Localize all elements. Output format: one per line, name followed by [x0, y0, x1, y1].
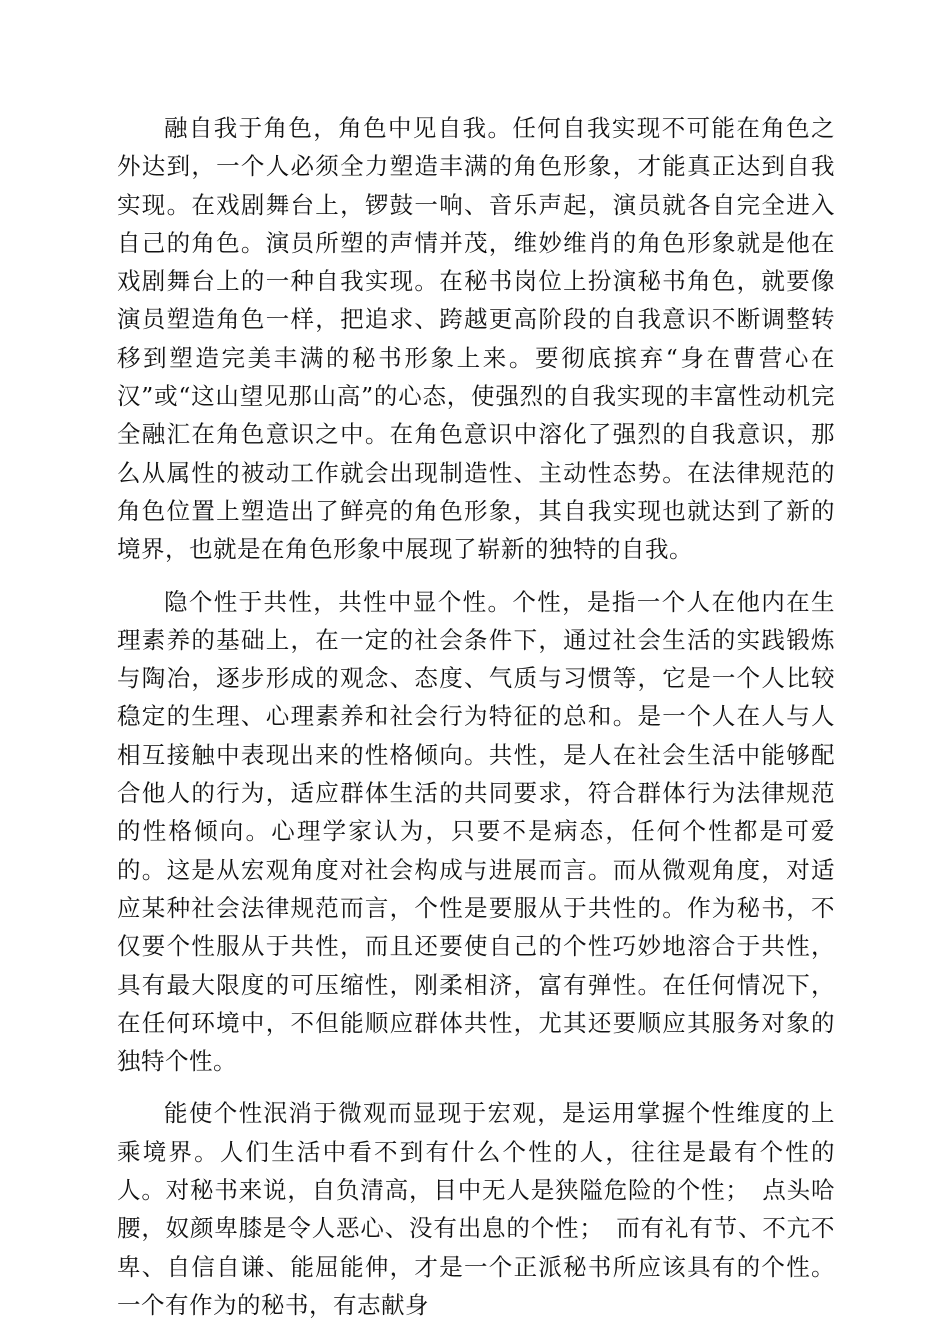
paragraph-individuality-dimension: 能使个性泯消于微观而显现于宏观，是运用掌握个性维度的上乘境界。人们生活中看不到有什么个性的人，往往是最有个性的人。对秘书来说，自负清高，目中无人是狭隘危险的个性； 点头哈腰，奴颜卑膝是令人恶心、没有出息的个性； 而有礼有节、不亢不卑、自信自谦、能屈能伸，才是一个正派秘书所应该具有的个性。一个有作为的秘书，有志献身 [117, 1099, 835, 1319]
paragraph-individuality-and-commonality: 隐个性于共性，共性中显个性。个性，是指一个人在他内在生理素养的基础上，在一定的社会条件下，通过社会生活的实践锻炼与陶冶，逐步形成的观念、态度、气质与习惯等，它是一个人比较稳定的生理、心理素养和社会行为特征的总和。是一个人在人与人相互接触中表现出来的性格倾向。共性，是人在社会生活中能够配合他人的行为，适应群体生活的共同要求，符合群体行为法律规范的性格倾向。心理学家认为，只要不是病态，任何个性都是可爱的。这是从宏观角度对社会构成与进展而言。而从微观角度，对适应某种社会法律规范而言，个性是要服从于共性的。作为秘书，不仅要个性服从于共性，而且还要使自己的个性巧妙地溶合于共性，具有最大限度的可压缩性，刚柔相济，富有弹性。在任何情况下，在任何环境中，不但能顺应群体共性，尤其还要顺应其服务对象的独特个性。 [117, 587, 835, 1076]
paragraph-role-and-self: 融自我于角色，角色中见自我。任何自我实现不可能在角色之外达到，一个人必须全力塑造丰满的角色形象，才能真正达到自我实现。在戏剧舞台上，锣鼓一响、音乐声起，演员就各自完全进入自己的角色。演员所塑的声情并茂，维妙维肖的角色形象就是他在戏剧舞台上的一种自我实现。在秘书岗位上扮演秘书角色，就要像演员塑造角色一样，把追求、跨越更高阶段的自我意识不断调整转移到塑造完美丰满的秘书形象上来。要彻底摈弃“身在曹营心在汉”或“这山望见那山高”的心态，使强烈的自我实现的丰富性动机完全融汇在角色意识之中。在角色意识中溶化了强烈的自我意识，那么从属性的被动工作就会出现制造性、主动性态势。在法律规范的角色位置上塑造出了鲜亮的角色形象，其自我实现也就达到了新的境界，也就是在角色形象中展现了崭新的独特的自我。 [117, 114, 835, 564]
document-body [117, 109, 835, 1324]
